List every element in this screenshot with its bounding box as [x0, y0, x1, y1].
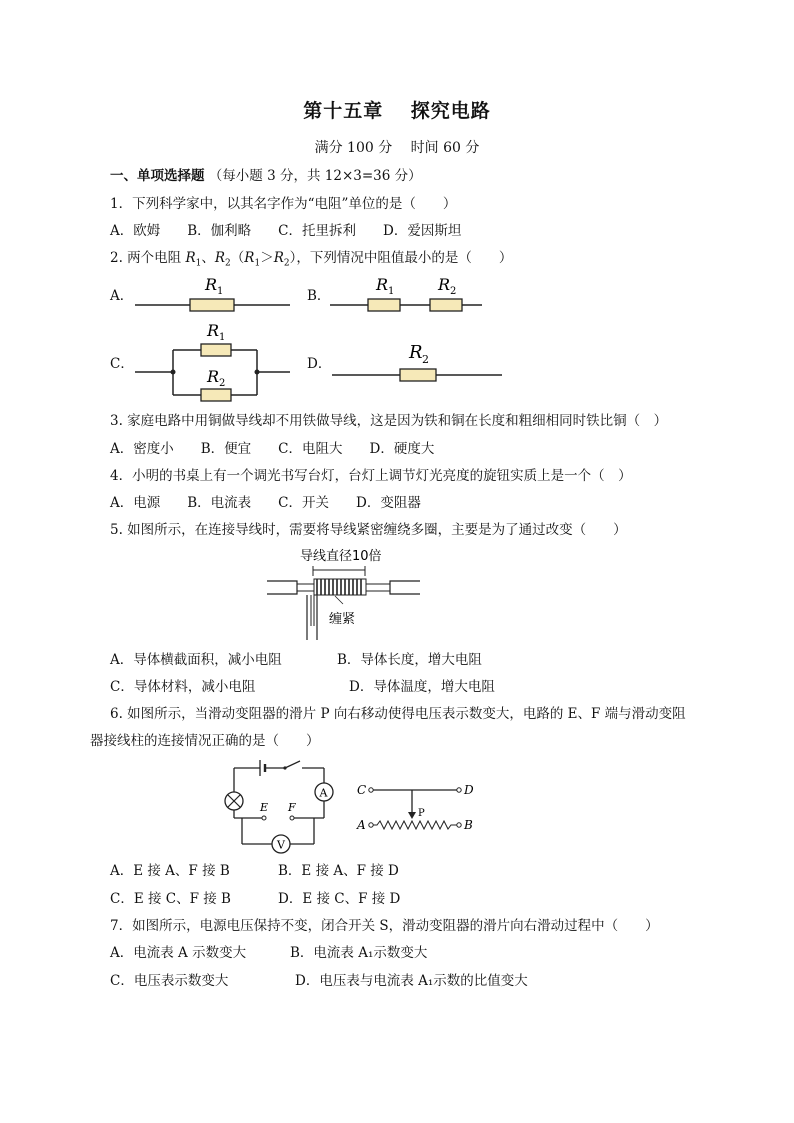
q6-a-label: A	[357, 818, 366, 832]
q6-circuit-figure	[220, 758, 340, 853]
q5-option-d: D．导体温度，增大电阻	[349, 679, 495, 695]
section-label: 一、单项选择题	[110, 168, 205, 184]
q5-option-c: C．导体材料，减小电阻	[110, 679, 256, 695]
q5-option-a: A．导体横截面积，减小电阻	[110, 652, 282, 668]
q2b-r2-label: R	[438, 275, 451, 294]
section-heading	[110, 167, 422, 185]
q2-stem: 2. 两个电阻 $R_1$、$R_2(R_1>R_2)$，下列情况中阻值最小的是（ ）	[110, 250, 513, 269]
q2-r2: R	[214, 250, 226, 266]
q2-r2-sub: 2	[225, 258, 231, 269]
q1-stem: 1．下列科学家中，以其名字作为“电阻”单位的是（ ）	[110, 196, 457, 212]
q2-fig-a	[135, 270, 295, 310]
q7-stem: 7．如图所示，电源电压保持不变，闭合开关 S，滑动变阻器的滑片向右滑动过程中（ ）	[110, 918, 659, 934]
page-subtitle: 满分 100 分 时间 60 分	[314, 140, 480, 156]
q2-cmp-l: R	[244, 250, 255, 266]
q2-fig-b	[330, 270, 490, 310]
q2c-r1-label: R	[207, 321, 220, 340]
q7-option-b: B．电流表 A₁示数变大	[290, 945, 428, 961]
q6-b-label: B	[464, 818, 473, 832]
q6-voltmeter-label: V	[277, 838, 285, 852]
q2-cmp-ls: 1	[254, 258, 261, 269]
q3-stem: 3. 家庭电路中用铜做导线却不用铁做导线，这是因为铁和铜在长度和粗细相同时铁比铜（ ）	[110, 413, 668, 429]
q6-stem-line2: 器接线柱的连接情况正确的是（ ）	[90, 733, 320, 749]
q2-fig-c	[135, 320, 295, 405]
q2-fig-d	[332, 340, 507, 385]
q6-c-label: C	[357, 783, 367, 797]
q6-f-label: F	[288, 801, 296, 814]
page-title: 第十五章 探究电路	[303, 100, 491, 122]
q6-option-d: D．E 接 C、F 接 D	[278, 891, 401, 907]
q4-options: A．电源 B．电流表 C．开关 D．变阻器	[110, 495, 421, 511]
q5-fig-side-label: 缠紧	[329, 612, 356, 627]
q6-p-label: P	[418, 808, 425, 819]
q2a-r1-sub: 1	[217, 286, 224, 297]
q2-option-b-label: B．	[307, 288, 331, 304]
q2-r1: R	[185, 250, 196, 266]
q5-fig-top-label: 导线直径10倍	[300, 549, 382, 564]
q6-rheostat-figure	[355, 778, 475, 838]
q5-stem: 5. 如图所示，在连接导线时，需要将导线紧密缠绕多圈，主要是为了通过改变（ ）	[110, 522, 627, 538]
section-note: （每小题 3 分，共 12×3=36 分）	[208, 168, 422, 184]
q2-option-c-label: C．	[110, 356, 134, 372]
q2d-r2-label: R	[409, 342, 423, 363]
q1-options: A．欧姆 B．伽利略 C．托里拆利 D．爱因斯坦	[110, 223, 462, 239]
q2b-r1-sub: 1	[388, 286, 395, 297]
q7-option-a: A．电流表 A 示数变大	[110, 945, 247, 961]
q2-option-d-label: D．	[307, 356, 332, 372]
q2c-r2-label: R	[207, 367, 220, 386]
q2-stem-pre: 2. 两个电阻	[110, 250, 186, 266]
q6-d-label: D	[464, 783, 474, 797]
q2d-r2-sub: 2	[422, 353, 429, 366]
q6-stem-line1: 6. 如图所示，当滑动变阻器的滑片 P 向右移动使得电压表示数变大，电路的 E、F 端与滑动变阻	[110, 706, 686, 722]
q5-option-b: B．导体长度，增大电阻	[337, 652, 482, 668]
q2b-r2-sub: 2	[450, 286, 457, 297]
q2-cmp-rs: 2	[283, 258, 290, 269]
q3-options: A．密度小 B．便宜 C．电阻大 D．硬度大	[110, 441, 435, 457]
q7-option-d: D．电压表与电流表 A₁示数的比值变大	[295, 973, 528, 989]
q6-option-b: B．E 接 A、F 接 D	[278, 863, 399, 879]
q2c-r2-sub: 2	[219, 378, 226, 389]
q5-wire-figure	[265, 546, 425, 641]
q2b-r1-label: R	[376, 275, 389, 294]
q2-cmp-gt: ＞	[260, 250, 274, 266]
q2a-r1-label: R	[205, 275, 218, 294]
q2-r1-sub: 1	[195, 258, 202, 269]
q2-stem-post: ，下列情况中阻值最小的是（ ）	[296, 250, 513, 266]
q7-option-c: C．电压表示数变大	[110, 973, 229, 989]
q6-ammeter-label: A	[319, 786, 328, 800]
q6-e-label: E	[260, 801, 269, 814]
q6-option-c: C．E 接 C、F 接 B	[110, 891, 231, 907]
q2-cmp-r: R	[273, 250, 284, 266]
q4-stem: 4．小明的书桌上有一个调光书写台灯，台灯上调节灯光亮度的旋钮实质上是一个（ ）	[110, 468, 632, 484]
q6-option-a: A．E 接 A、F 接 B	[110, 863, 230, 879]
q2c-r1-sub: 1	[219, 332, 226, 343]
q2-option-a-label: A．	[110, 288, 134, 304]
